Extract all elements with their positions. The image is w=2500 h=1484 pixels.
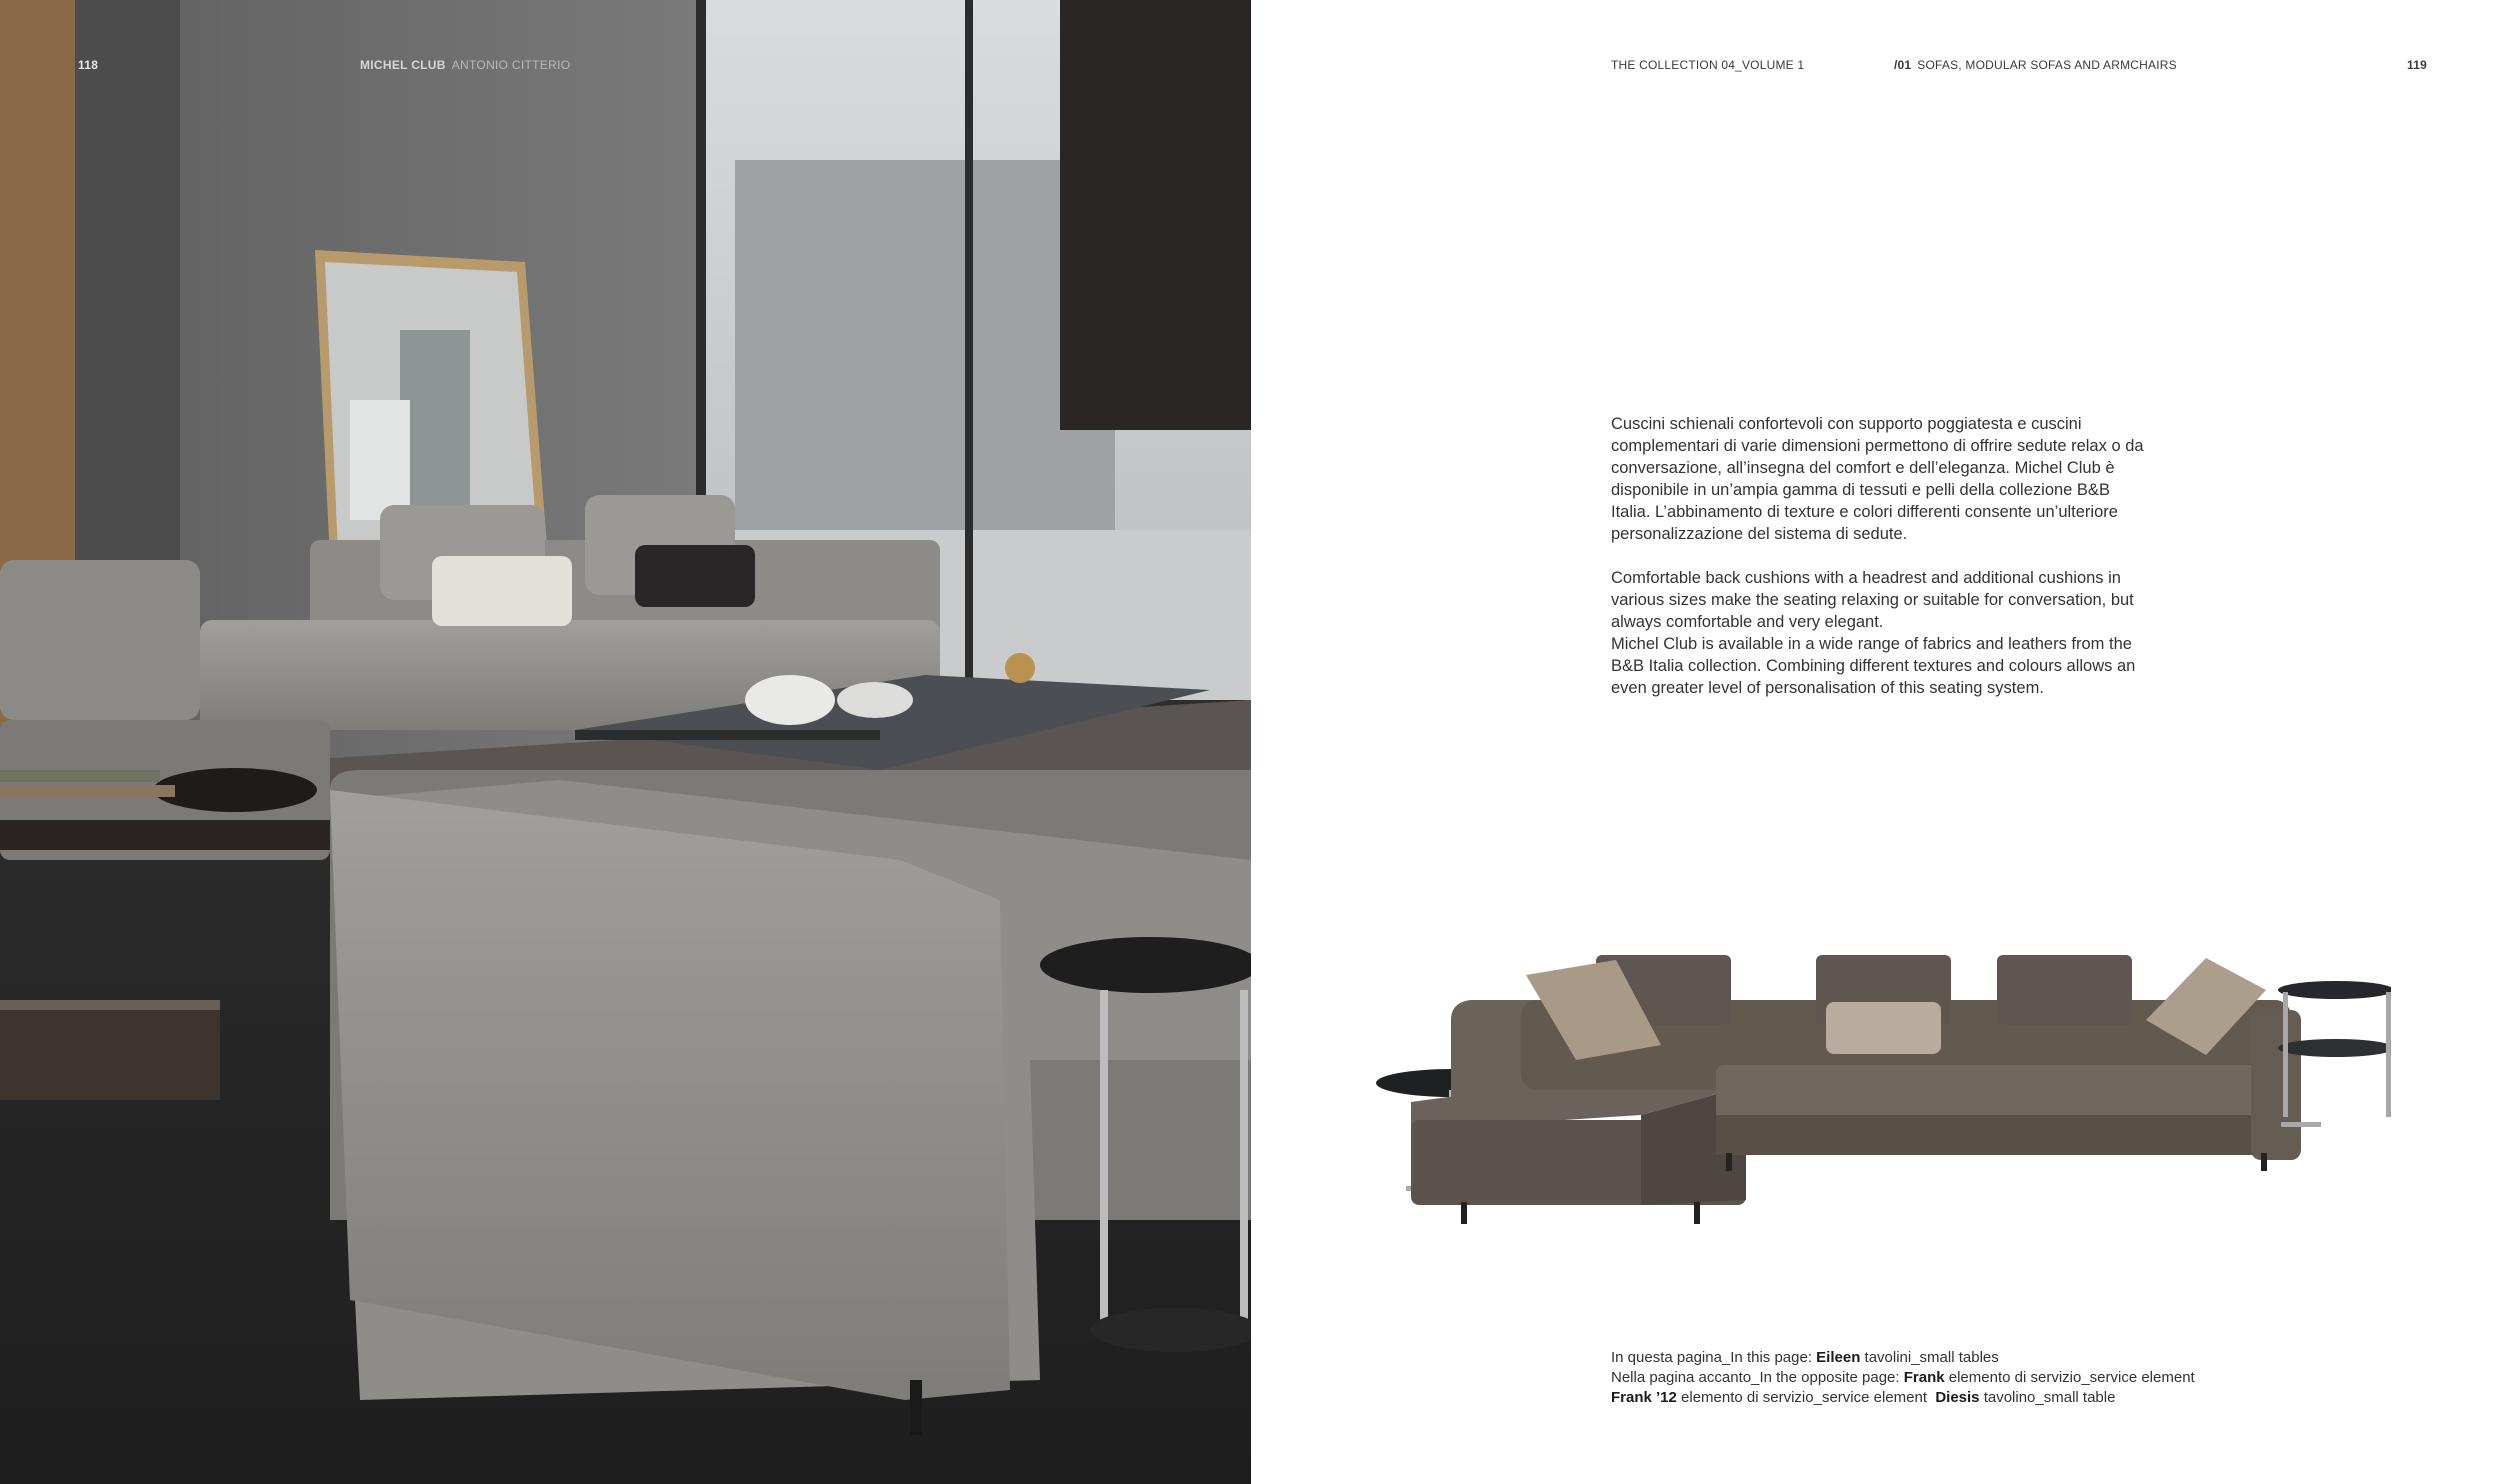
caption-text: Nella pagina accanto_In the opposite page: bbox=[1611, 1369, 1904, 1386]
right-page bbox=[1251, 0, 2500, 1484]
description-english-1: Comfortable back cushions with a headrest and additional cushions in various sizes make the seating relaxing or suitable for conversation, but always comfortable and very elegant. bbox=[1611, 569, 2134, 631]
section-title: SOFAS, MODULAR SOFAS AND ARMCHAIRS bbox=[1917, 58, 2177, 72]
photo-caption bbox=[1611, 1348, 2311, 1408]
description-text bbox=[1611, 413, 2151, 721]
caption-product-name: Eileen bbox=[1816, 1349, 1861, 1366]
description-italian: Cuscini schienali confortevoli con supporto poggiatesta e cuscini complementari di varie dimensioni permettono di offrire sedute relax o da conversazione, all’insegna del comfort e dell’eleganza. Michel Club è disponibile in un’ampia gamma di tessuti e pelli della collezione B&B Italia. L’abbinamento di texture e colori differenti consente un’ulteriore personalizzazione del sistema di sedute. bbox=[1611, 415, 2144, 543]
caption-product-name: Frank ’12 bbox=[1611, 1389, 1677, 1406]
caption-line-1 bbox=[1611, 1348, 2311, 1368]
caption-line-2 bbox=[1611, 1368, 2311, 1388]
collection-header: THE COLLECTION 04_VOLUME 1 bbox=[1611, 58, 1805, 72]
description-english-2: Michel Club is available in a wide range of fabrics and leathers from the B&B Italia collection. Combining different textures and colours allows an even greater level of personalisation of this seating system. bbox=[1611, 635, 2136, 697]
designer-name: ANTONIO CITTERIO bbox=[451, 58, 571, 72]
caption-line-3 bbox=[1611, 1388, 2311, 1408]
caption-text: In questa pagina_In this page: bbox=[1611, 1349, 1817, 1366]
section-number: /01 bbox=[1894, 58, 1912, 72]
caption-text: elemento di servizio_service element bbox=[1944, 1369, 2195, 1386]
caption-product-name: Diesis bbox=[1935, 1389, 1980, 1406]
product-name: MICHEL CLUB bbox=[360, 58, 446, 72]
caption-text: tavolini_small tables bbox=[1860, 1349, 1999, 1366]
sofa-product-image bbox=[1371, 940, 2391, 1240]
left-running-header bbox=[360, 58, 570, 72]
caption-text: tavolino_small table bbox=[1979, 1389, 2116, 1406]
caption-text: elemento di servizio_service element bbox=[1676, 1389, 1936, 1406]
left-page-number: 118 bbox=[78, 58, 99, 72]
section-header bbox=[1894, 58, 2177, 72]
caption-product-name: Frank bbox=[1903, 1369, 1945, 1386]
right-page-number: 119 bbox=[2407, 58, 2427, 72]
